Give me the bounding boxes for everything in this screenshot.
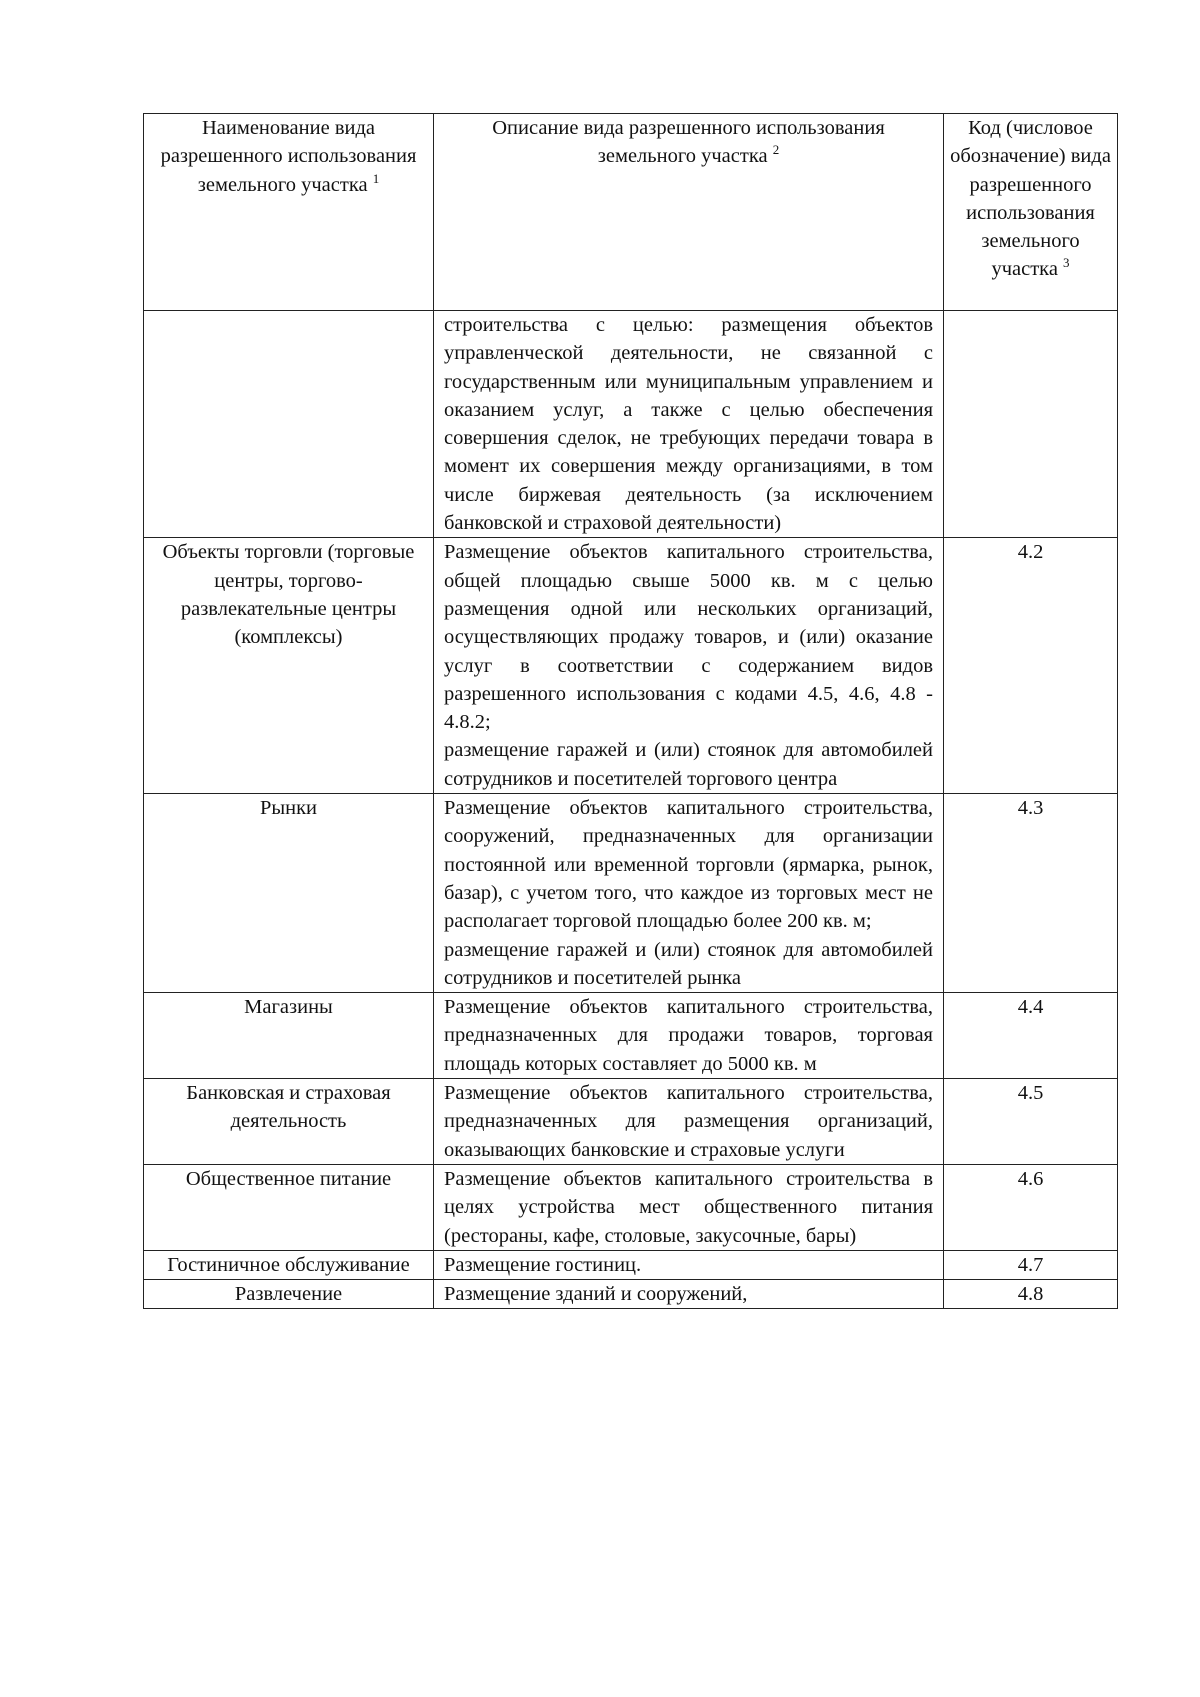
use-description-cell: [434, 993, 944, 1079]
description-paragraph: Размещение объектов капитального строительства, предназначенных для продажи товаров, торговая площадь которых составляет до 5000 кв. м: [444, 996, 933, 1075]
table-row: [144, 1079, 1118, 1165]
footnote-marker: 3: [1063, 255, 1070, 271]
header-name-cell: [144, 114, 434, 311]
description-paragraph: Размещение объектов капитального строительства, предназначенных для размещения организаций, оказывающих банковские и страховые услуги: [444, 1082, 933, 1161]
header-code-cell: [944, 114, 1118, 311]
land-use-table: [143, 113, 1118, 1309]
use-code-cell: [944, 311, 1118, 538]
description-paragraph: Размещение объектов капитального строительства, сооружений, предназначенных для организации постоянной или временной торговли (ярмарка, рынок, базар), с учетом того, что каждое из торговых мест не располагает торговой площадью более 200 кв. м;: [444, 797, 933, 933]
description-paragraph: Размещение объектов капитального строительства, общей площадью свыше 5000 кв. м с целью размещения одной или нескольких организаций, осуществляющих продажу товаров, и (или) оказание услуг в соответствии с содержанием видов разрешенного использования с кодами 4.5, 4.6, 4.8 - 4.8.2;: [444, 541, 933, 734]
use-name-cell: Развлечение: [144, 1280, 434, 1309]
use-name-cell: Магазины: [144, 993, 434, 1079]
header-description-text: Описание вида разрешенного использования земельного участка: [492, 117, 885, 168]
use-code-cell: 4.3: [944, 794, 1118, 993]
description-paragraph: размещение гаражей и (или) стоянок для автомобилей сотрудников и посетителей торгового центра: [444, 739, 933, 790]
description-paragraph: Размещение гостиниц.: [444, 1253, 642, 1276]
description-paragraph: размещение гаражей и (или) стоянок для автомобилей сотрудников и посетителей рынка: [444, 938, 933, 989]
use-name-cell: Гостиничное обслуживание: [144, 1250, 434, 1279]
use-description-cell: [434, 1079, 944, 1165]
use-name-cell: Общественное питание: [144, 1164, 434, 1250]
table-row: [144, 1250, 1118, 1279]
use-code-cell: 4.4: [944, 993, 1118, 1079]
footnote-marker: 2: [772, 142, 780, 158]
use-name-cell: Объекты торговли (торговые центры, торгово-развлекательные центры (комплексы): [144, 538, 434, 794]
use-description-cell: [434, 538, 944, 794]
table-row: [144, 538, 1118, 794]
description-paragraph: Размещение объектов капитального строительства в целях устройства мест общественного питания (рестораны, кафе, столовые, закусочные, бары): [444, 1167, 933, 1247]
use-name-cell: Банковская и страховая деятельность: [144, 1079, 434, 1165]
table-row: [144, 1164, 1118, 1250]
description-paragraph: Размещение зданий и сооружений,: [444, 1283, 748, 1306]
use-code-cell: 4.2: [944, 538, 1118, 794]
footnote-marker: 1: [372, 170, 380, 186]
description-paragraph: строительства с целью: размещения объектов управленческой деятельности, не связанной с государственным или муниципальным управлением и оказанием услуг, а также с целью обеспечения совершения сделок, не требующих передачи товара в момент их совершения между организациями, в том числе биржевая деятельность (за исключением банковской и страховой деятельности): [444, 314, 933, 535]
use-description-cell: [434, 1280, 944, 1309]
table-header-row: [144, 114, 1118, 311]
header-name-text: Наименование вида разрешенного использования земельного участка: [160, 117, 417, 196]
header-description-cell: [434, 114, 944, 311]
table-row: [144, 993, 1118, 1079]
use-name-cell: [144, 311, 434, 538]
use-name-cell: Рынки: [144, 794, 434, 993]
table-row: [144, 1280, 1118, 1309]
use-description-cell: [434, 794, 944, 993]
use-code-cell: 4.8: [944, 1280, 1118, 1309]
use-code-cell: 4.5: [944, 1079, 1118, 1165]
use-code-cell: 4.6: [944, 1164, 1118, 1250]
use-description-cell: [434, 1164, 944, 1250]
use-description-cell: [434, 1250, 944, 1279]
table-row: [144, 794, 1118, 993]
table-row: [144, 311, 1118, 538]
use-code-cell: 4.7: [944, 1250, 1118, 1279]
use-description-cell: [434, 311, 944, 538]
header-code-text: Код (числовое обозначение) вида разрешенного использования земельного участка: [950, 117, 1111, 281]
